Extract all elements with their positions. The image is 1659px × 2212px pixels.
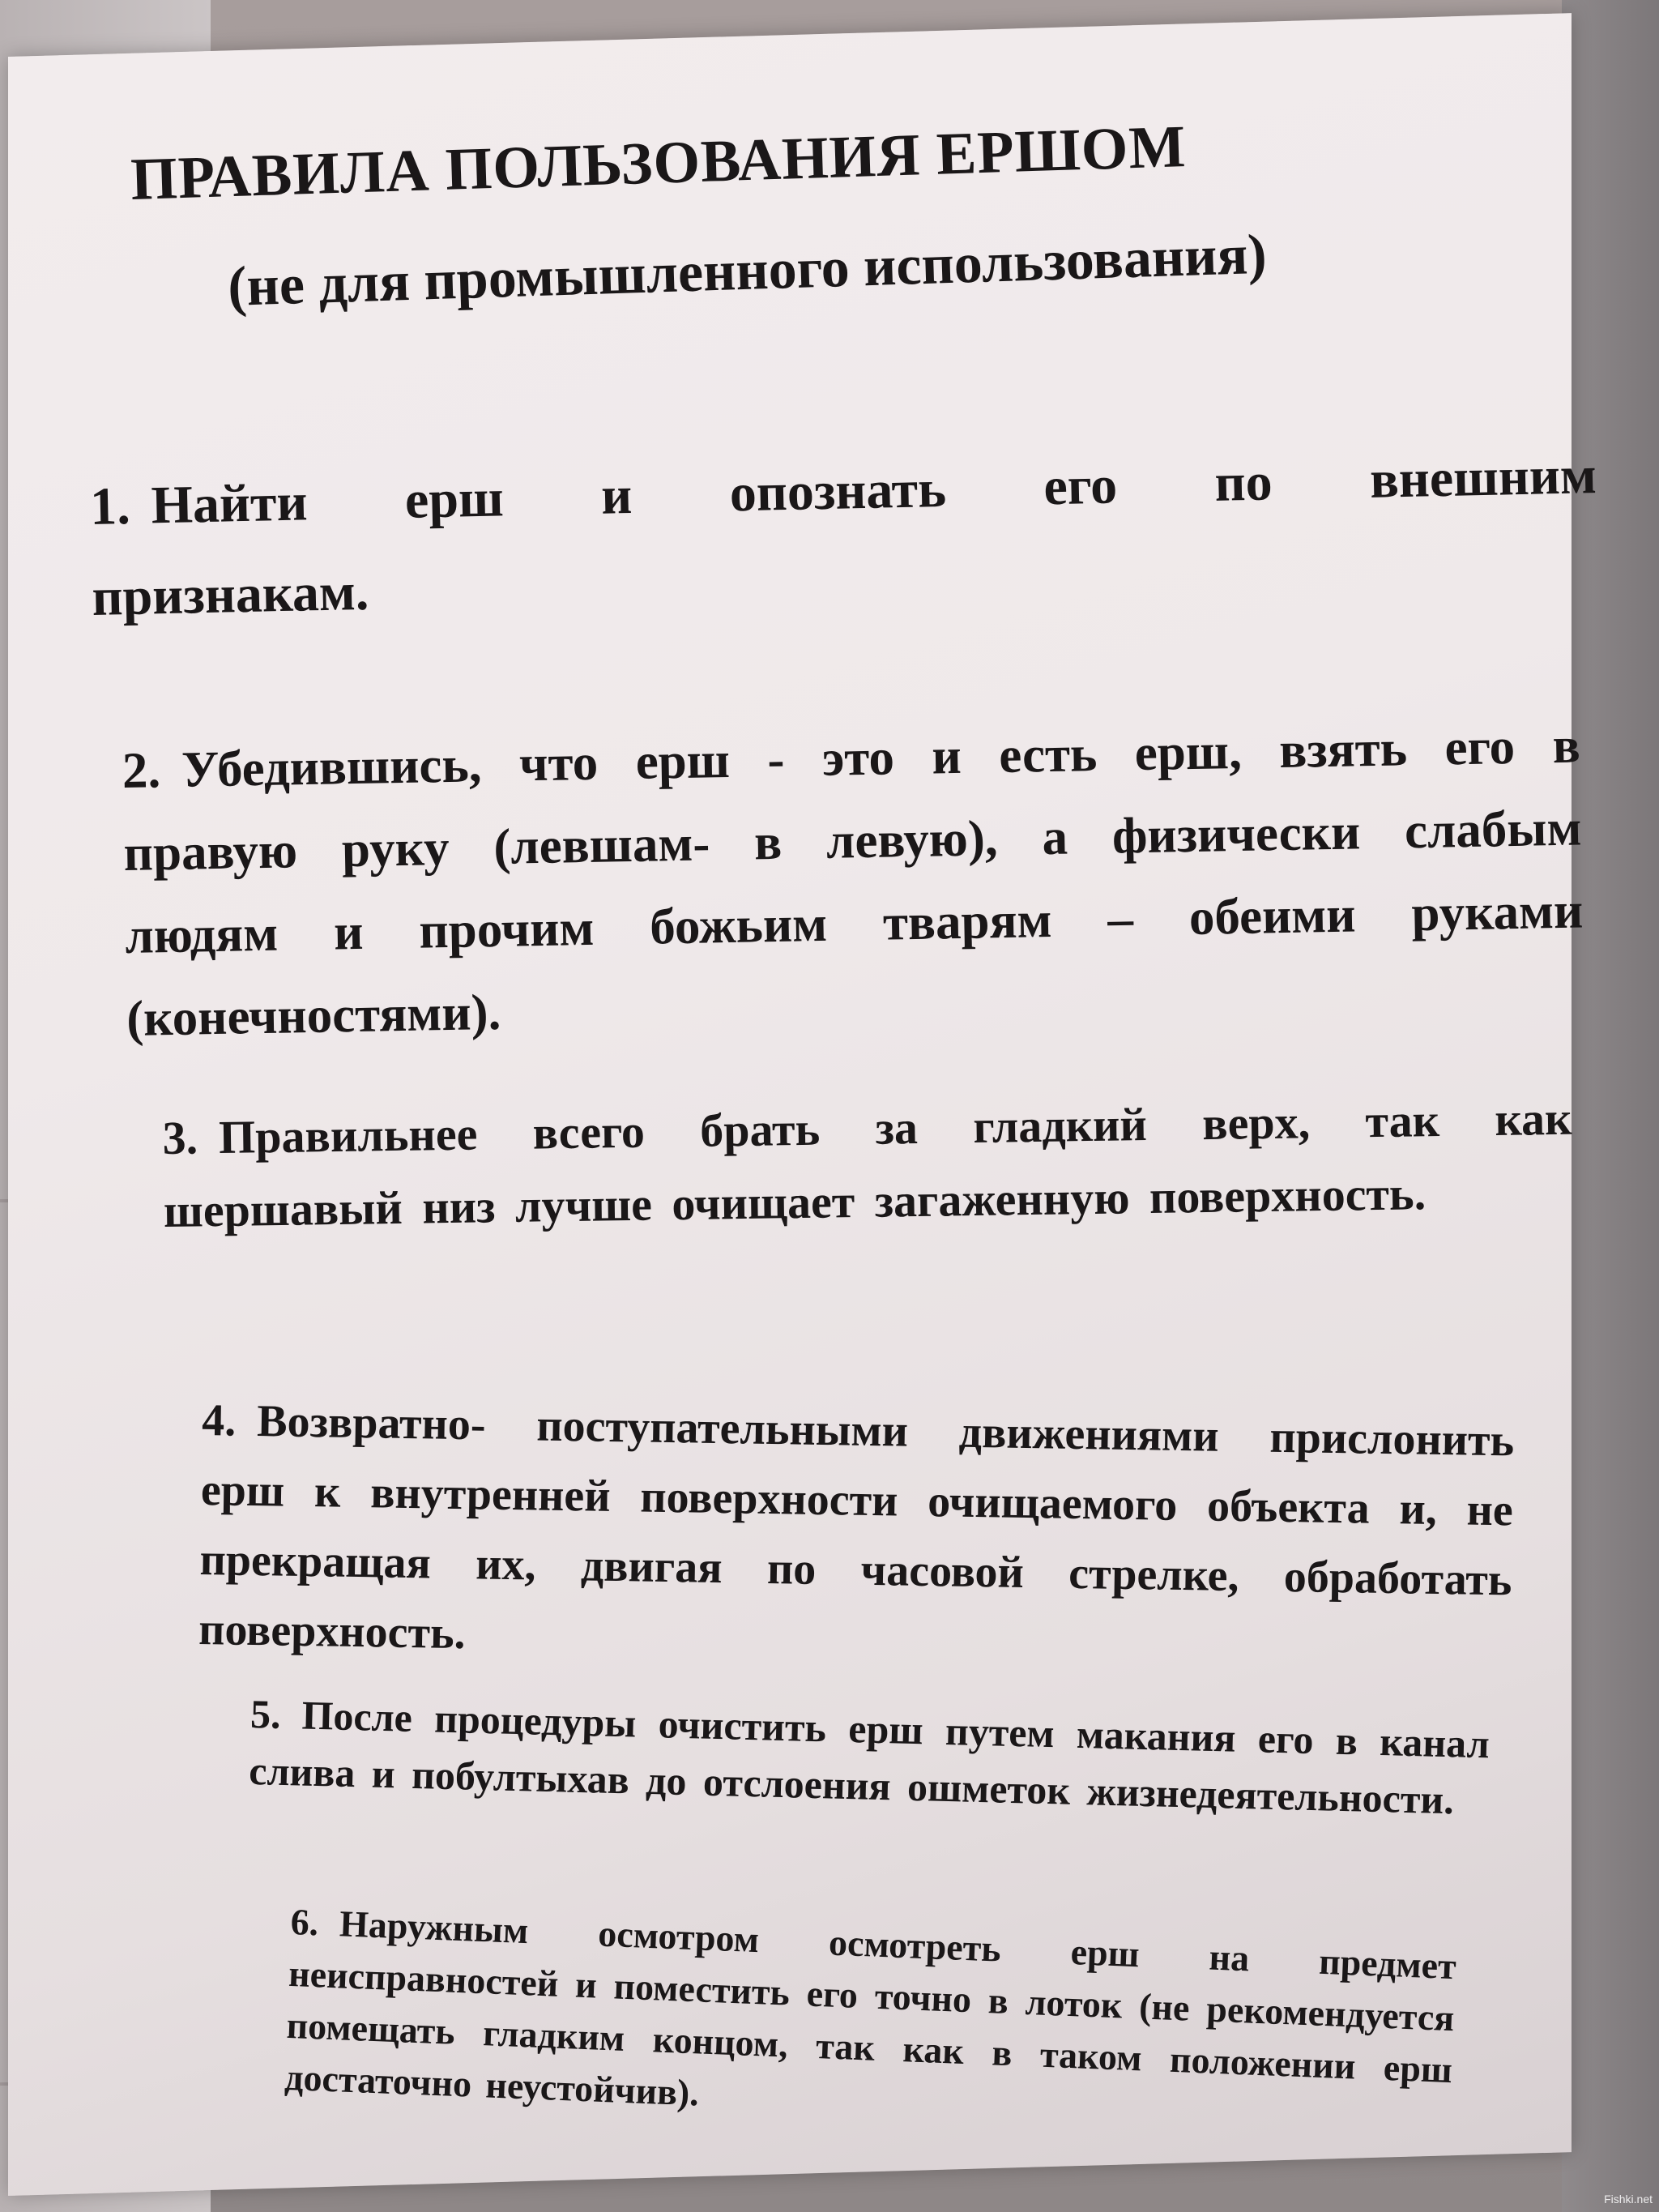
rule-number: 3.: [162, 1111, 198, 1164]
notice-content: [8, 57, 1597, 2196]
page-title: ПРАВИЛА ПОЛЬЗОВАНИЯ ЕРШОМ: [130, 113, 1188, 213]
rule-2: [122, 704, 1585, 1060]
rule-number: 5.: [249, 1690, 282, 1737]
rule-text: Убедившись, что ерш - это и есть ерш, взять его в правую руку (левшам- в левую), а физически слабым людям и прочим божьим тварям – обеими руками (конечностями).: [123, 716, 1584, 1047]
rule-4: [198, 1386, 1515, 1685]
rule-5: [249, 1685, 1491, 1829]
rule-text: После процедуры очистить ерш путем макания его в канал слива и побултыхав до отслоения ошметок жизнедеятельности.: [248, 1692, 1491, 1823]
rule-number: 1.: [89, 476, 131, 536]
rule-number: 4.: [201, 1394, 237, 1446]
rule-text: Возвратно- поступательными движениями прислонить ерш к внутренней поверхности очищаемого объекта и, не прекращая их, двигая по часовой стрелке, обработать поверхность.: [198, 1396, 1515, 1659]
rule-1: [89, 430, 1599, 643]
rule-number: 6.: [289, 1900, 320, 1944]
watermark-label: Fishki.net: [1604, 2193, 1653, 2206]
rule-3: [162, 1083, 1573, 1248]
page-subtitle: (не для промышленного использования): [227, 223, 1268, 318]
rule-number: 2.: [122, 741, 161, 799]
rule-6: [284, 1896, 1457, 2148]
rule-text: Наружным осмотром осмотреть ерш на предмет неисправностей и поместить его точно в лоток (не рекомендуется помещать гладким концом, так как в таком положении ерш достаточно неустойчив).: [284, 1902, 1457, 2114]
rule-text: Найти ерш и опознать его по внешним признакам.: [91, 446, 1597, 627]
rule-text: Правильнее всего брать за гладкий верх, так как шершавый низ лучше очищает загаженную поверхность.: [163, 1091, 1572, 1237]
wall-edge-right: [1562, 0, 1659, 2212]
